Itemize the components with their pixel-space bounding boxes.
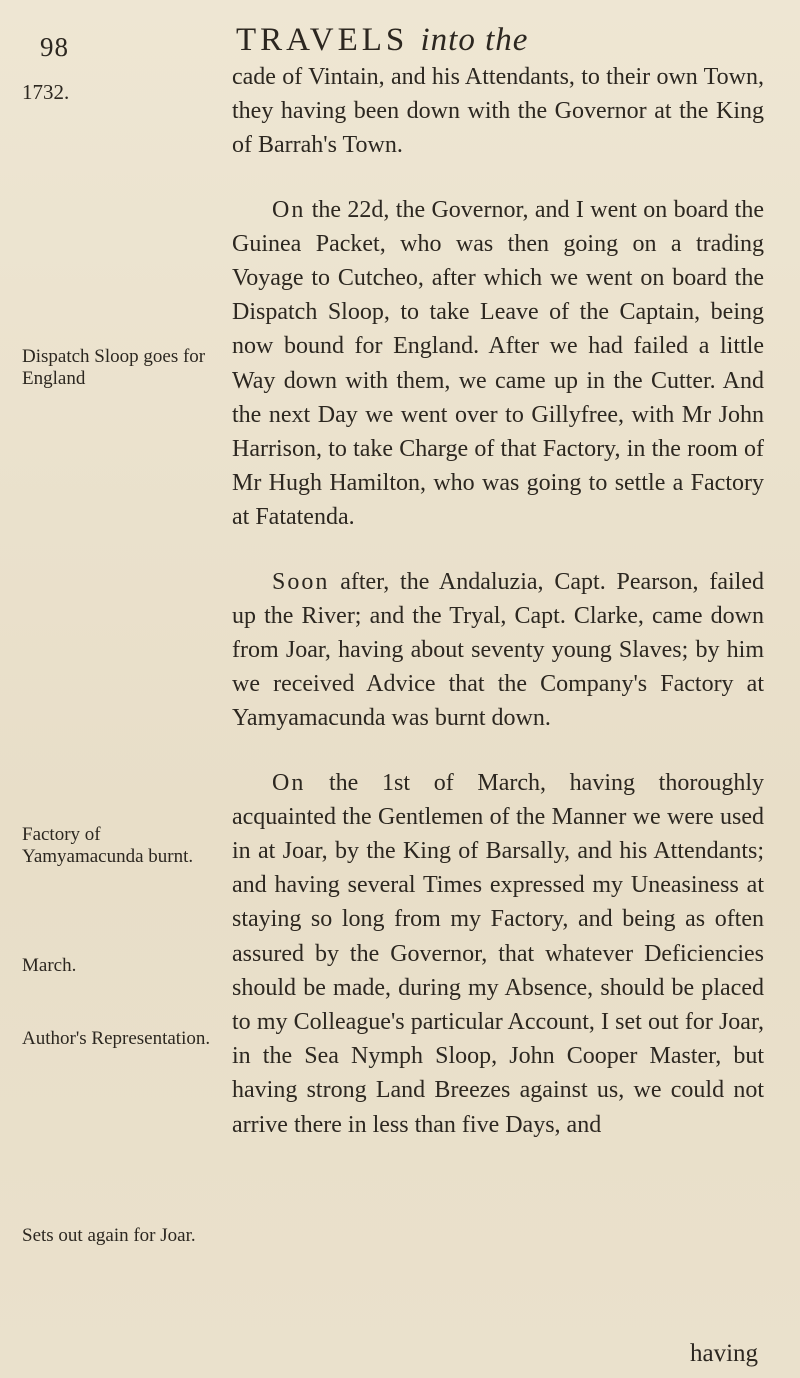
paragraph-2 <box>232 193 764 535</box>
paragraph-first-word: On <box>272 196 306 223</box>
paragraph-text: after, the Andaluzia, Capt. Pearson, failed up the River; and the Tryal, Capt. Clarke, came down from Joar, having about seventy young Slaves; by him we received Advice that the Company's Factory at Yamyamacunda was burnt down. <box>232 568 764 732</box>
paragraph-text: cade of Vintain, and his Attendants, to their own Town, they having been down with the Governor at the King of Barrah's Town. <box>232 64 764 159</box>
paragraph-first-word: On <box>272 769 306 796</box>
paragraph-1 <box>232 60 764 163</box>
running-head-caps: TRAVELS <box>236 22 409 58</box>
paragraph-4 <box>232 766 764 1142</box>
margin-note-dispatch: Dispatch Sloop goes for England <box>22 346 206 389</box>
running-head <box>236 22 528 59</box>
margin-note-march: March. <box>22 955 77 976</box>
paragraph-3 <box>232 565 764 736</box>
page-number: 98 <box>40 32 69 62</box>
margin-note-factory-burnt: Factory of Yamyamacunda burnt. <box>22 824 194 867</box>
year-margin: 1732. <box>22 80 70 104</box>
paragraph-text: the 22d, the Governor, and I went on board the Guinea Packet, who was then going on a trading Voyage to Cutcheo, after which we went on board the Dispatch Sloop, to take Leave of the Captain, being now bound for England. After we had failed a little Way down with them, we came up in the Cutter. And the next Day we went over to Gillyfree, with Mr John Harrison, to take Charge of that Factory, in the room of Mr Hugh Hamilton, who was going to settle a Factory at Fatatenda. <box>232 196 764 531</box>
margin-note-representation: Author's Representation. <box>22 1028 211 1049</box>
paragraph-text: the 1st of March, having thoroughly acquainted the Gentlemen of the Manner we were used in at Joar, by the King of Barsally, and his Attendants; and having several Times expressed my Uneasiness at staying so long from my Factory, and being as often assured by the Governor, that whatever Deficiencies should be made, during my Absence, should be placed to my Colleague's particular Account, I set out for Joar, in the Sea Nymph Sloop, John Cooper Master, but having strong Land Breezes against us, we could not arrive there in less than five Days, and <box>232 769 764 1138</box>
margin-notes <box>0 0 230 1378</box>
margin-note-sets-out: Sets out again for Joar. <box>22 1225 196 1246</box>
running-head-italic: into the <box>420 22 529 58</box>
body-text <box>232 60 764 1142</box>
paragraph-first-word: Soon <box>272 568 330 595</box>
catchword: having <box>690 1340 759 1367</box>
